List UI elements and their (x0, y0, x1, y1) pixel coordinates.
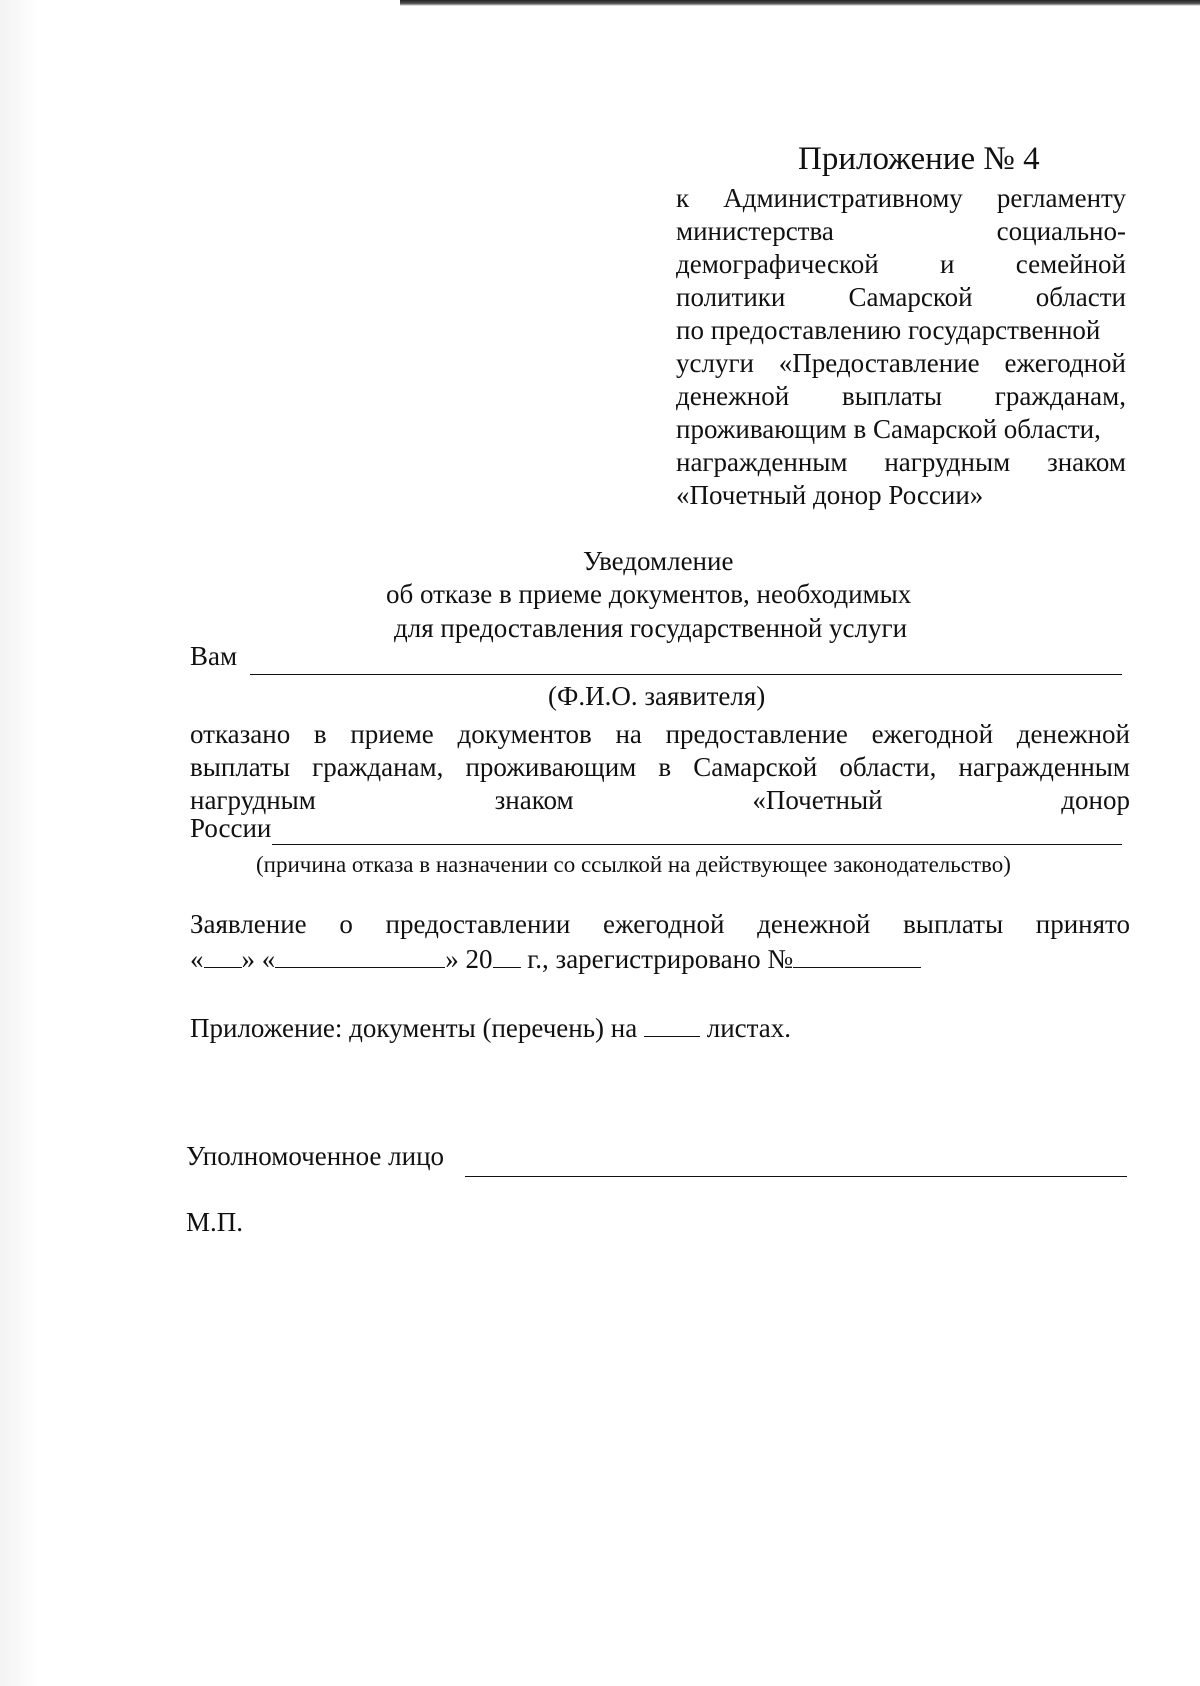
appendix-line-5: по предоставлению государственной (676, 315, 1101, 345)
appendix-line-6 (676, 347, 1126, 379)
sheets-count-blank (644, 1010, 700, 1037)
body-line-1 (190, 718, 1130, 750)
appendix-word: политики (676, 282, 786, 312)
appendix-line-9 (676, 446, 1126, 478)
body-line-2 (190, 751, 1130, 783)
application-word: Заявление (190, 909, 307, 939)
appendix-word: гражданам, (994, 381, 1126, 411)
body-word: нагрудным (190, 785, 316, 815)
stamp-place: М.П. (186, 1207, 244, 1237)
body-word: награжденным (958, 752, 1130, 782)
attachment-suffix: листах. (699, 1013, 792, 1043)
appendix-word: «Предоставление (778, 348, 980, 378)
notice-heading: Уведомление (583, 546, 734, 576)
month-blank (275, 941, 445, 968)
appendix-word: нагрудным (884, 447, 1011, 477)
body-word: донор (1061, 785, 1130, 815)
appendix-word: денежной (676, 381, 790, 411)
body-word: «Почетный (752, 785, 883, 815)
appendix-word: награжденным (676, 447, 848, 477)
appendix-word: к (676, 183, 690, 213)
application-word: о (339, 909, 353, 939)
application-word: ежегодной (602, 909, 725, 939)
application-line-2 (190, 941, 921, 975)
registered-label: г., зарегистрировано № (520, 944, 794, 974)
application-line-1 (190, 908, 1130, 940)
appendix-line-2 (676, 215, 1126, 247)
body-word: в (313, 719, 327, 749)
appendix-word: регламенту (996, 183, 1126, 213)
appendix-word: Самарской (848, 282, 973, 312)
year-blank (493, 941, 521, 968)
fio-caption: (Ф.И.О. заявителя) (548, 681, 766, 711)
body-word: Самарской (693, 752, 818, 782)
fio-blank-line (250, 674, 1122, 675)
notice-subheading-1: об отказе в приеме документов, необходимых (386, 579, 912, 609)
reason-caption: (причина отказа в назначении со ссылкой на действующее законодательство) (256, 852, 1011, 877)
body-word: знаком (494, 785, 574, 815)
registration-number-blank (793, 941, 921, 968)
body-line-3 (190, 784, 1130, 816)
body-word: отказано (190, 719, 291, 749)
appendix-word: социально- (996, 216, 1126, 246)
appendix-word: услуги (676, 348, 754, 378)
appendix-word: Административному (723, 183, 963, 213)
to-label: Вам (190, 641, 238, 671)
body-word: денежной (1016, 719, 1130, 749)
appendix-word: демографической (676, 249, 879, 279)
scan-shadow-left (0, 0, 40, 1686)
appendix-line-7 (676, 380, 1126, 412)
body-word: предоставление (665, 719, 848, 749)
application-word: предоставлении (385, 909, 571, 939)
application-word: принято (1035, 909, 1130, 939)
appendix-word: ежегодной (1004, 348, 1126, 378)
notice-subheading-2: для предоставления государственной услуги (394, 613, 908, 643)
scan-shadow-top (400, 0, 1200, 6)
signature-blank-line (465, 1176, 1127, 1177)
appendix-line-4 (676, 281, 1126, 313)
body-word: выплаты (190, 752, 291, 782)
attachment-prefix: Приложение: документы (перечень) на (190, 1013, 644, 1043)
body-word: приеме (350, 719, 434, 749)
date-quote-mid: » « (241, 944, 276, 974)
appendix-line-10: «Почетный донор России» (676, 480, 984, 510)
body-word: ежегодной (871, 719, 994, 749)
authorized-person-label: Уполномоченное лицо (186, 1141, 445, 1171)
body-word: гражданам, (312, 752, 444, 782)
date-quote-open: « (190, 944, 204, 974)
body-word: проживающим (465, 752, 637, 782)
appendix-line-1 (676, 182, 1126, 214)
appendix-title: Приложение № 4 (798, 141, 1040, 177)
year-prefix: » 20 (445, 944, 493, 974)
appendix-word: области (1035, 282, 1126, 312)
appendix-word: выплаты (841, 381, 943, 411)
attachment-line (190, 1010, 791, 1044)
day-blank (204, 941, 242, 968)
body-word: в (658, 752, 672, 782)
body-word: области, (839, 752, 937, 782)
appendix-word: министерства (676, 216, 834, 246)
appendix-word: знаком (1047, 447, 1126, 477)
application-word: выплаты (903, 909, 1004, 939)
appendix-line-8: проживающим в Самарской области, (676, 414, 1101, 444)
application-word: денежной (757, 909, 871, 939)
reason-blank-line (272, 844, 1122, 845)
body-word: на (615, 719, 642, 749)
body-line-4: России (190, 813, 272, 843)
appendix-word: и (940, 249, 955, 279)
appendix-word: семейной (1015, 249, 1126, 279)
appendix-line-3 (676, 248, 1126, 280)
body-word: документов (457, 719, 592, 749)
